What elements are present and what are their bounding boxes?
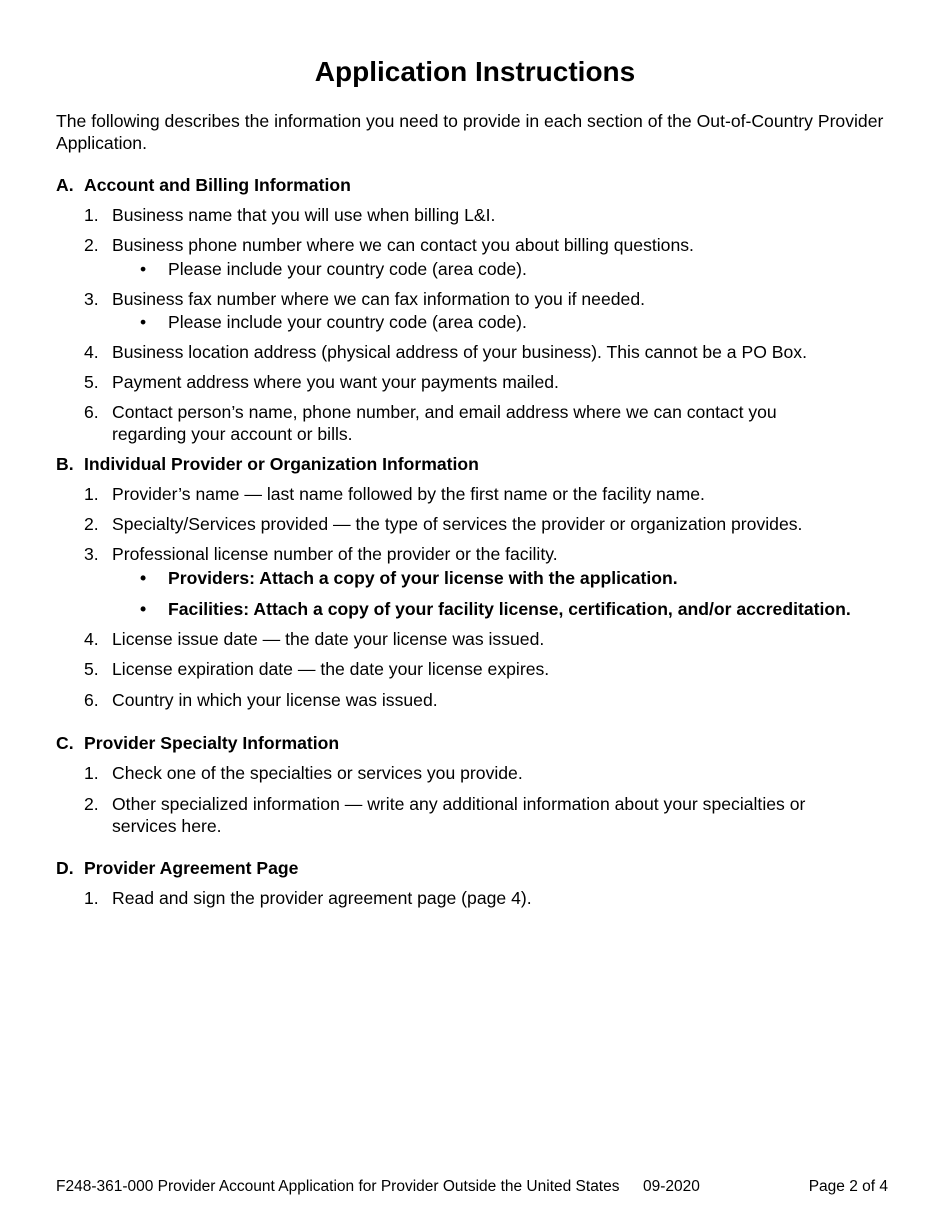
section-letter: D. bbox=[56, 858, 74, 878]
item-text: Read and sign the provider agreement page (page 4). bbox=[112, 888, 532, 908]
item-text: License expiration date — the date your license expires. bbox=[112, 659, 550, 679]
item-text: Country in which your license was issued. bbox=[112, 690, 438, 710]
item-number: 2. bbox=[84, 514, 99, 534]
footer-revision-date: 09-2020 bbox=[643, 1178, 700, 1195]
list-item bbox=[84, 401, 824, 445]
bullet-icon: • bbox=[140, 599, 147, 619]
footer-form-number: F248-361-000 Provider Account Application for Provider Outside the United States bbox=[56, 1178, 620, 1195]
item-text: Check one of the specialties or services you provide. bbox=[112, 763, 523, 783]
bullet-text: Facilities: Attach a copy of your facility license, certification, and/or accreditation. bbox=[168, 599, 851, 619]
list-item bbox=[84, 762, 884, 784]
section-d-heading bbox=[56, 857, 298, 879]
list-item bbox=[84, 288, 884, 310]
bullet-item bbox=[140, 258, 930, 280]
item-number: 6. bbox=[84, 690, 99, 710]
list-item bbox=[84, 887, 884, 909]
item-text: Specialty/Services provided — the type of services the provider or organization provides. bbox=[112, 514, 803, 534]
item-text: Provider’s name — last name followed by the first name or the facility name. bbox=[112, 484, 705, 504]
section-letter: B. bbox=[56, 454, 74, 474]
item-text: Business phone number where we can contact you about billing questions. bbox=[112, 235, 694, 255]
list-item bbox=[84, 513, 914, 535]
item-text: License issue date — the date your license was issued. bbox=[112, 629, 545, 649]
list-item bbox=[84, 543, 884, 565]
item-number: 1. bbox=[84, 484, 99, 504]
list-item bbox=[84, 204, 884, 226]
item-number: 6. bbox=[84, 402, 99, 422]
bullet-text: Please include your country code (area code). bbox=[168, 312, 527, 332]
list-item bbox=[84, 628, 884, 650]
footer-page-number: Page 2 of 4 bbox=[808, 1178, 888, 1195]
item-text: Other specialized information — write any additional information about your specialties or services here. bbox=[112, 794, 806, 836]
section-title: Provider Agreement Page bbox=[84, 858, 299, 878]
item-number: 5. bbox=[84, 372, 99, 392]
section-title: Account and Billing Information bbox=[84, 175, 351, 195]
list-item bbox=[84, 371, 884, 393]
list-item bbox=[84, 341, 884, 363]
section-b-heading bbox=[56, 453, 479, 475]
list-item bbox=[84, 793, 859, 837]
item-number: 1. bbox=[84, 763, 99, 783]
item-number: 1. bbox=[84, 205, 99, 225]
item-text: Professional license number of the provider or the facility. bbox=[112, 544, 558, 564]
section-letter: A. bbox=[56, 175, 74, 195]
item-number: 3. bbox=[84, 544, 99, 564]
intro-paragraph: The following describes the information you need to provide in each section of the Out-of-Country Provider Application. bbox=[56, 111, 884, 153]
section-letter: C. bbox=[56, 733, 74, 753]
list-item bbox=[84, 483, 884, 505]
page-title: Application Instructions bbox=[314, 56, 636, 87]
bullet-icon: • bbox=[140, 312, 147, 332]
bullet-text: Providers: Attach a copy of your license with the application. bbox=[168, 568, 678, 588]
item-number: 1. bbox=[84, 888, 99, 908]
item-number: 4. bbox=[84, 629, 99, 649]
list-item bbox=[84, 689, 884, 711]
list-item bbox=[84, 658, 884, 680]
section-title: Provider Specialty Information bbox=[84, 733, 340, 753]
bullet-item bbox=[140, 567, 930, 589]
item-number: 5. bbox=[84, 659, 99, 679]
bullet-icon: • bbox=[140, 568, 147, 588]
item-text: Payment address where you want your payments mailed. bbox=[112, 372, 559, 392]
item-text: Business location address (physical address of your business). This cannot be a PO Box. bbox=[112, 342, 807, 362]
item-text: Contact person’s name, phone number, and email address where we can contact you regarding your account or bills. bbox=[112, 402, 777, 444]
bullet-item bbox=[140, 598, 930, 620]
item-number: 4. bbox=[84, 342, 99, 362]
bullet-text: Please include your country code (area code). bbox=[168, 259, 527, 279]
bullet-item bbox=[140, 311, 930, 333]
bullet-icon: • bbox=[140, 259, 147, 279]
item-number: 2. bbox=[84, 235, 99, 255]
item-text: Business fax number where we can fax information to you if needed. bbox=[112, 289, 645, 309]
item-number: 3. bbox=[84, 289, 99, 309]
section-title: Individual Provider or Organization Information bbox=[84, 454, 479, 474]
item-number: 2. bbox=[84, 794, 99, 814]
item-text: Business name that you will use when billing L&I. bbox=[112, 205, 496, 225]
section-a-heading bbox=[56, 174, 351, 196]
list-item bbox=[84, 234, 884, 256]
section-c-heading bbox=[56, 732, 339, 754]
